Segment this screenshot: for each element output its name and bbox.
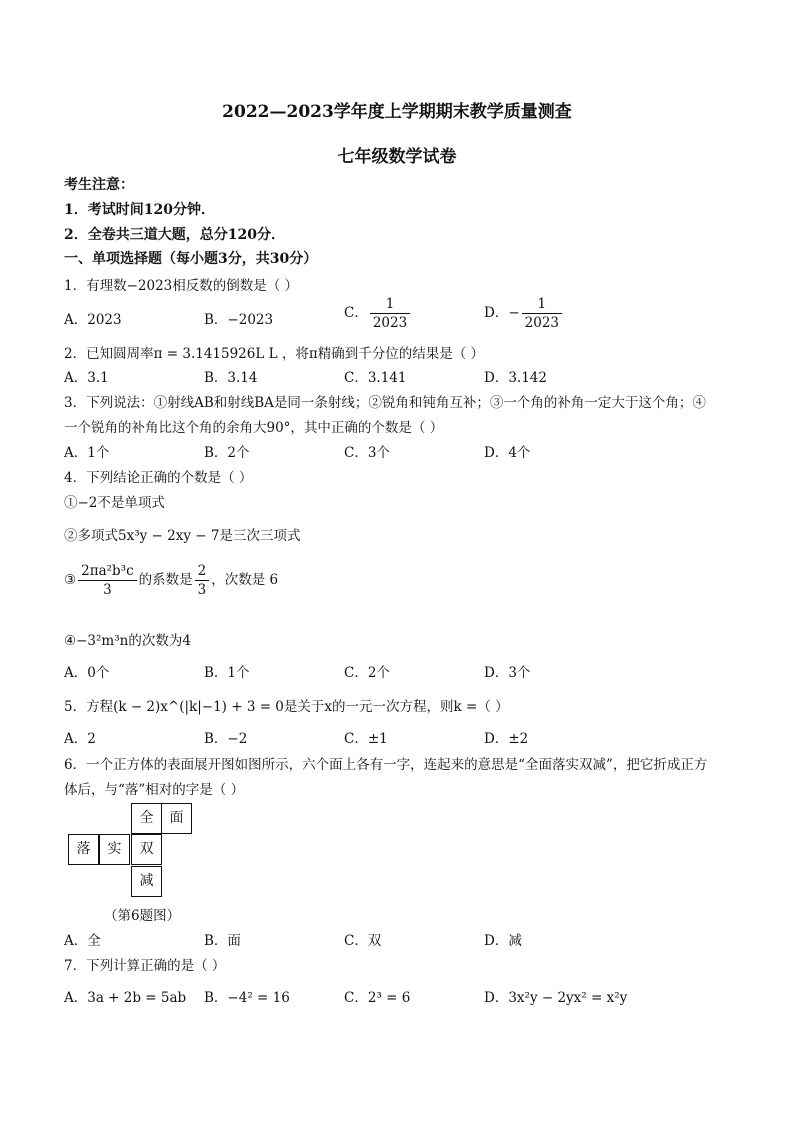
q4-s3-numerator: 2πa²b³c [78, 563, 137, 581]
net-cell-jian: 减 [131, 866, 162, 897]
q1-c-numerator: 1 [370, 296, 410, 314]
q5-option-d: D．±2 [484, 731, 529, 747]
notes-heading: 考生注意： [64, 177, 134, 193]
q4-s3-fraction [78, 563, 137, 598]
q2-option-b: B．3.14 [204, 370, 258, 386]
q2-stem: 2．已知圆周率π = 3.1415926L L ，将π精确到千分位的结果是（ ） [64, 346, 485, 362]
q1-option-a: A．2023 [64, 312, 122, 328]
q4-option-d: D．3个 [484, 665, 531, 681]
q6-stem-line2: 体后，与“落”相对的字是（ ） [64, 782, 245, 798]
q4-s3-prefix: ③ [64, 572, 77, 588]
q6-option-b: B．面 [204, 933, 241, 949]
q1-option-c-label: C． [344, 305, 368, 321]
q2-option-d: D．3.142 [484, 370, 547, 386]
q3-option-c: C．3个 [344, 445, 390, 461]
q3-option-a: A．1个 [64, 445, 110, 461]
q4-option-a: A．0个 [64, 665, 110, 681]
q1-option-c [344, 296, 412, 331]
q4-statement-2: ②多项式5x³y − 2xy − 7是三次三项式 [64, 528, 301, 544]
q6-option-c: C．双 [344, 933, 382, 949]
q6-option-d: D．减 [484, 933, 522, 949]
q3-stem-line2: 一个锐角的补角比这个角的余角大90°，其中正确的个数是（ ） [64, 420, 444, 436]
q5-option-a: A．2 [64, 731, 96, 747]
q2-option-c: C．3.141 [344, 370, 407, 386]
q7-option-c: C．2³ = 6 [344, 990, 411, 1006]
q4-stem: 4．下列结论正确的个数是（ ） [64, 470, 253, 486]
net-cell-luo: 落 [68, 834, 99, 865]
net-cell-mian: 面 [161, 803, 192, 834]
q4-s3-denominator: 3 [103, 582, 112, 598]
q6-stem-line1: 6．一个正方体的表面展开图如图所示，六个面上各有一字，连起来的意思是“全面落实双减”，把它折成正方 [64, 757, 708, 773]
q2-option-a: A．3.1 [64, 370, 109, 386]
q7-option-d: D．3x²y − 2yx² = x²y [484, 990, 628, 1006]
q7-option-a: A．3a + 2b = 5ab [64, 990, 187, 1006]
q4-statement-3 [64, 563, 278, 598]
exam-title: 2022—2023学年度上学期期末教学质量测查 [222, 102, 572, 122]
cube-net-figure [68, 803, 200, 899]
q1-option-b: B．−2023 [204, 312, 274, 328]
q7-stem: 7．下列计算正确的是（ ） [64, 958, 226, 974]
q1-d-denominator: 2023 [524, 315, 559, 331]
q1-d-numerator: 1 [522, 296, 562, 314]
q6-figure-caption: （第6题图） [104, 908, 181, 924]
q5-option-b: B．−2 [204, 731, 248, 747]
q4-s3-coef-denominator: 3 [197, 582, 207, 598]
q1-c-denominator: 2023 [372, 315, 408, 331]
q4-statement-1: ①−2不是单项式 [64, 495, 165, 511]
q6-option-a: A．全 [64, 933, 101, 949]
section-heading: 一、单项选择题（每小题3分，共30分） [64, 251, 318, 267]
q1-option-c-fraction [370, 296, 410, 331]
net-cell-shuang: 双 [131, 834, 162, 865]
q4-option-b: B．1个 [204, 665, 250, 681]
note-1: 1．考试时间120分钟． [64, 202, 215, 218]
exam-subtitle: 七年级数学试卷 [337, 147, 457, 167]
q1-option-d [484, 296, 564, 331]
q3-option-b: B．2个 [204, 445, 250, 461]
q1-option-d-fraction [522, 296, 562, 331]
q1-stem: 1．有理数−2023相反数的倒数是（ ） [64, 278, 299, 294]
q7-option-b: B．−4² = 16 [204, 990, 290, 1006]
q1-option-d-label: D．− [484, 305, 520, 321]
q5-option-c: C．±1 [344, 731, 388, 747]
net-cell-shi: 实 [99, 834, 130, 865]
q4-s3-coef-numerator: 2 [195, 563, 210, 581]
q5-stem: 5．方程(k − 2)x^(|k|−1) + 3 = 0是关于x的一元一次方程，则k =（ ） [64, 699, 509, 715]
q4-s3-suffix: ，次数是 6 [211, 572, 279, 588]
q4-option-c: C．2个 [344, 665, 390, 681]
net-cell-quan: 全 [131, 803, 162, 834]
q4-s3-mid: 的系数是 [138, 572, 193, 588]
q3-stem-line1: 3．下列说法：①射线AB和射线BA是同一条射线；②锐角和钝角互补；③一个角的补角一定大于这个角；④ [64, 395, 706, 411]
q3-option-d: D．4个 [484, 445, 531, 461]
q4-statement-4: ④−3²m³n的次数为4 [64, 633, 191, 649]
note-2: 2．全卷共三道大题，总分120分． [64, 227, 285, 243]
q4-s3-coefficient [195, 563, 210, 598]
